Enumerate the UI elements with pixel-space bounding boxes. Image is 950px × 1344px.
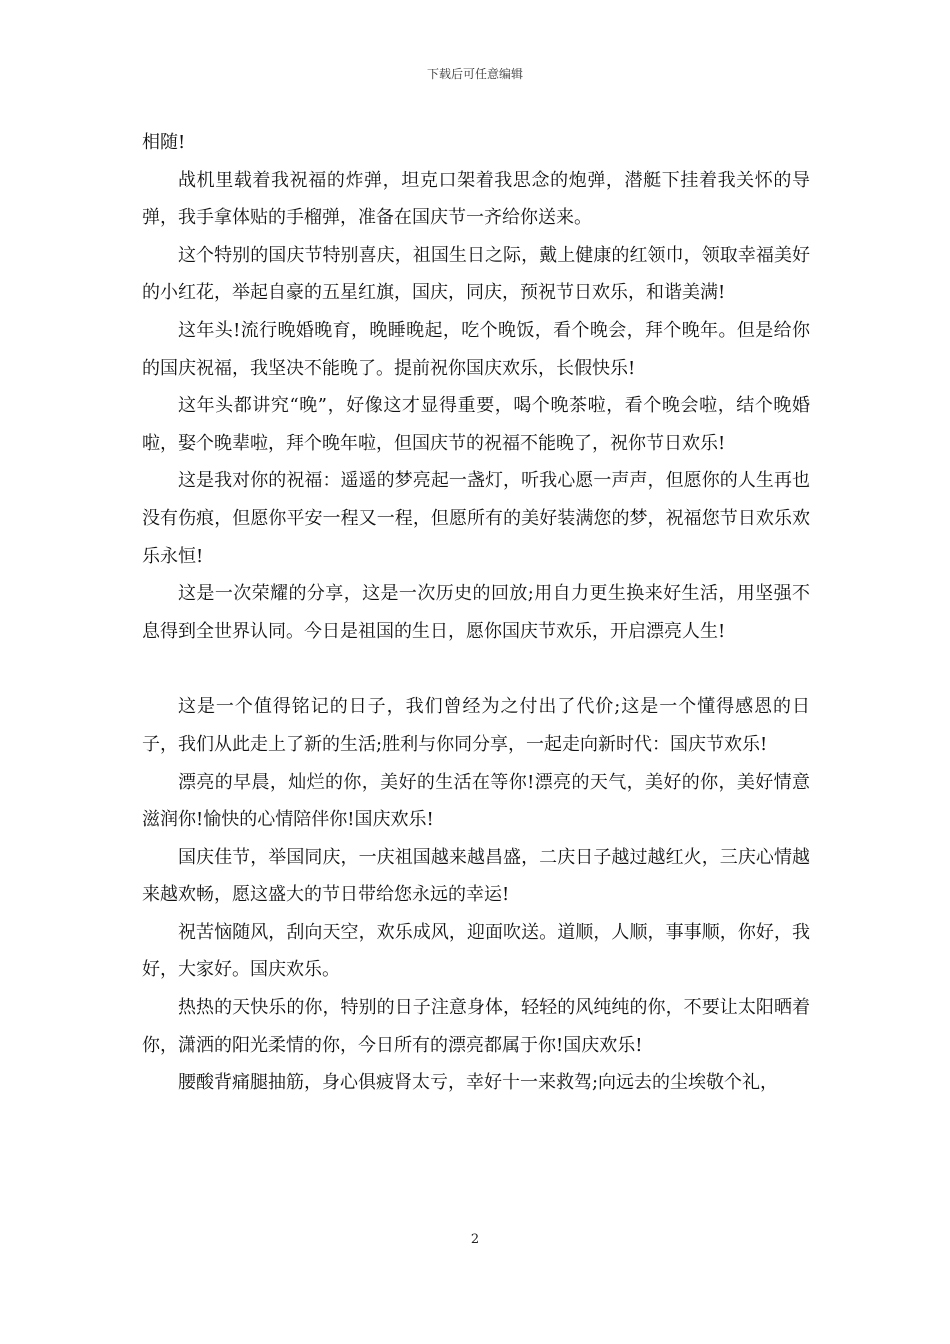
document-body <box>142 124 810 1102</box>
paragraph-7: 这是一次荣耀的分享，这是一次历史的回放;用自力更生换来好生活，用坚强不息得到全世界认同。今日是祖国的生日，愿你国庆节欢乐，开启漂亮人生! <box>142 583 810 642</box>
paragraph-2: 战机里载着我祝福的炸弹，坦克口架着我思念的炮弹，潜艇下挂着我关怀的导弹，我手拿体贴的手榴弹，准备在国庆节一齐给你送来。 <box>142 169 810 229</box>
paragraph-5: 这年头都讲究“晚”，好像这才显得重要，喝个晚茶啦，看个晚会啦，结个晚婚啦，娶个晚辈啦，拜个晚年啦，但国庆节的祝福不能晚了，祝你节日欢乐! <box>142 395 810 454</box>
paragraph-9: 漂亮的早晨，灿烂的你，美好的生活在等你!漂亮的天气，美好的你，美好情意滋润你!愉快的心情陪伴你!国庆欢乐! <box>142 771 810 831</box>
paragraph-13: 腰酸背痛腿抽筋，身心俱疲肾太亏，幸好十一来救驾;向远去的尘埃敬个礼， <box>178 1072 779 1094</box>
paragraph-11: 祝苦恼随风，刮向天空，欢乐成风，迎面吹送。道顺，人顺，事事顺，你好，我好，大家好。国庆欢乐。 <box>142 921 810 981</box>
paragraph-6: 这是我对你的祝福：遥遥的梦亮起一盏灯，听我心愿一声声，但愿你的人生再也没有伤痕，但愿你平安一程又一程，但愿所有的美好装满您的梦，祝福您节日欢乐欢乐永恒! <box>142 470 810 567</box>
blank-line <box>142 650 810 688</box>
paragraph-10: 国庆佳节，举国同庆，一庆祖国越来越昌盛，二庆日子越过越红火，三庆心情越来越欢畅，愿这盛大的节日带给您永远的幸运! <box>142 846 810 906</box>
page-number: 2 <box>470 1232 480 1247</box>
page-header: 下载后可任意编辑 <box>426 67 523 81</box>
paragraph-4: 这年头!流行晚婚晚育，晚睡晚起，吃个晚饭，看个晚会，拜个晚年。但是给你的国庆祝福，我坚决不能晚了。提前祝你国庆欢乐，长假快乐! <box>142 319 810 379</box>
paragraph-8: 这是一个值得铭记的日子，我们曾经为之付出了代价;这是一个懂得感恩的日子，我们从此走上了新的生活;胜利与你同分享，一起走向新时代：国庆节欢乐! <box>142 696 810 755</box>
paragraph-1: 相随! <box>142 132 186 153</box>
paragraph-3: 这个特别的国庆节特别喜庆，祖国生日之际，戴上健康的红领巾，领取幸福美好的小红花，举起自豪的五星红旗，国庆，同庆，预祝节日欢乐，和谐美满! <box>142 244 810 304</box>
paragraph-12: 热热的天快乐的你，特别的日子注意身体，轻轻的风纯纯的你，不要让太阳晒着你，潇洒的阳光柔情的你，今日所有的漂亮都属于你!国庆欢乐! <box>142 997 810 1056</box>
